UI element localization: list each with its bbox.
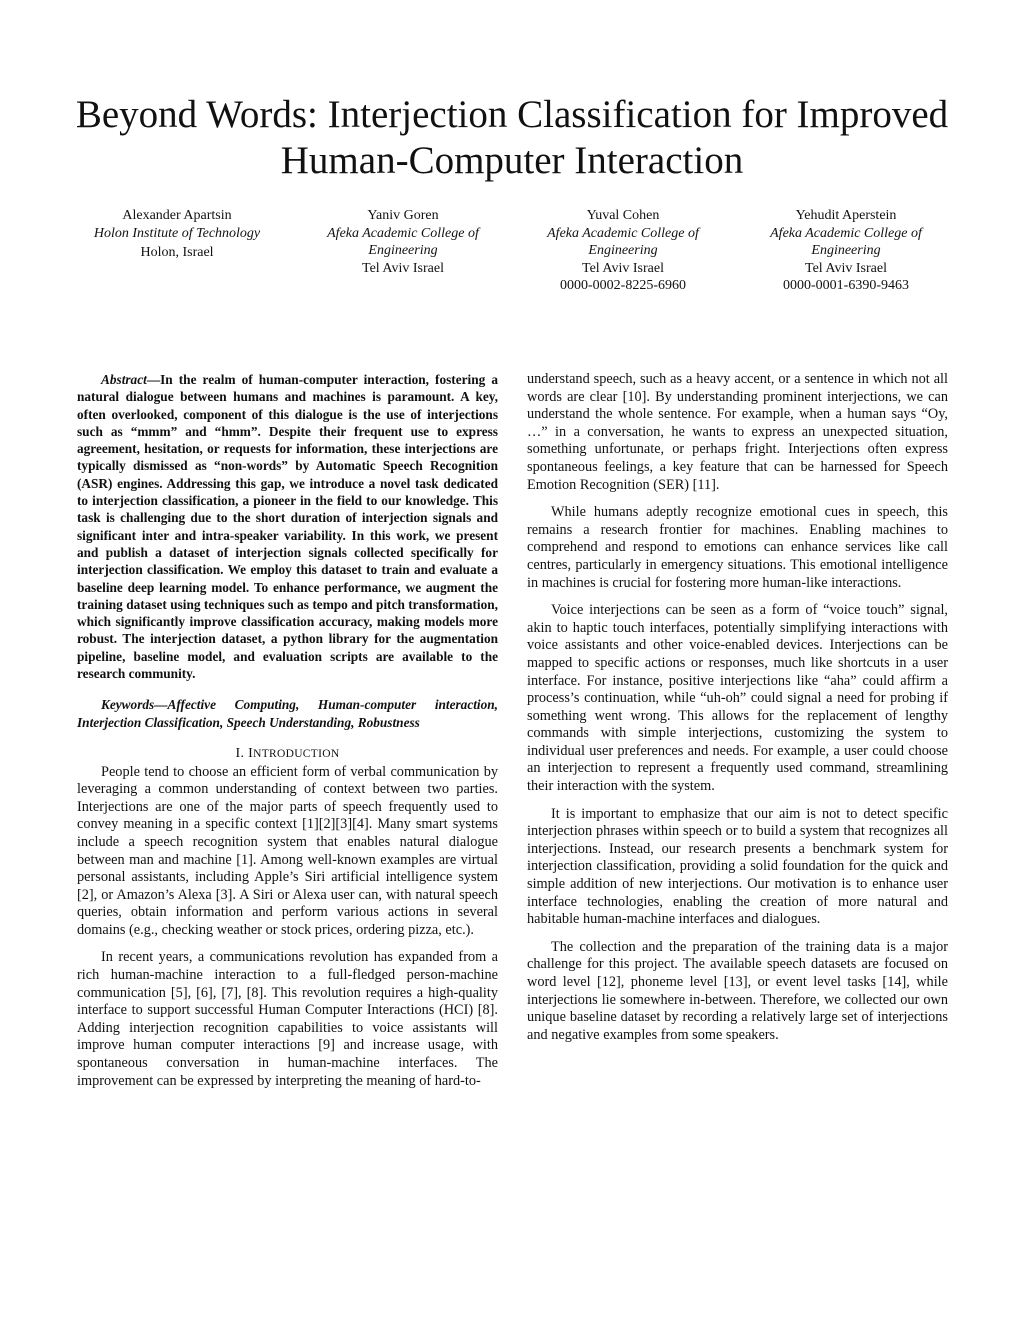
author-location: Tel Aviv Israel [362, 260, 444, 276]
author-name: Alexander Apartsin [122, 208, 232, 223]
author-affiliation: Afeka Academic College of [547, 225, 699, 241]
body-paragraph: The collection and the preparation of the training data is a major challenge for this project. The available speech datasets are focused on word level [12], phoneme level [13], or event level tasks [14], while interjections lie somewhere in-between. Therefore, we collected our own unique baseline dataset by recording a relatively large set of interjections and negative examples from some speakers. [527, 938, 948, 1043]
abstract-text: —In the realm of human-computer interaction, fostering a natural dialogue between humans and machines is paramount. A key, often overlooked, component of this dialogue is the use of interjections such as “mmm” and “hmm”. Despite their frequent use to express agreement, hesitation, or requests for information, these interjections are typically dismissed as “non-words” by Automatic Speech Recognition (ASR) engines. Addressing this gap, we introduce a novel task dedicated to interjection classification, a pioneer in the field to our knowledge. This task is challenging due to the short duration of interjection signals and significant inter and intra-speaker variability. In this work, we present and publish a dataset of interjection signals collected specifically for interjection classification. We employ this dataset to train and evaluate a baseline deep learning model. To enhance performance, we augment the training dataset using techniques such as tempo and pitch transformation, which significantly improve classification accuracy, making models more robust. The interjection dataset, a python library for the augmentation pipeline, baseline model, and evaluation scripts are available to the research community. [77, 372, 498, 682]
author-4 [731, 207, 961, 295]
body-paragraph: People tend to choose an efficient form of verbal communication by leveraging a common understanding of context between two parties. Interjections are one of the major parts of speech frequently used to convey meaning in a specific context [1][2][3][4]. Many smart systems include a speech recognition system that enables natural dialogue between man and machine [1]. Among well-known examples are virtual personal assistants, including Apple’s Siri artificial intelligence system [2], or Amazon’s Alexa [3]. A Siri or Alexa user can, with natural speech queries, obtain information and perform various actions in several domains (e.g., checking weather or stock prices, ordering pizza, etc.). [77, 763, 498, 938]
author-location: Tel Aviv Israel [582, 260, 664, 276]
author-block [0, 207, 1024, 297]
left-column [77, 371, 498, 1090]
body-paragraph: While humans adeptly recognize emotional cues in speech, this remains a research frontier for machines. Enabling machines to comprehend and respond to emotions can enhance services like call centres, particularly in emergency situations. This emotional intelligence in machines is crucial for fostering more human-like interactions. [527, 504, 948, 591]
author-name: Yaniv Goren [367, 208, 439, 223]
author-affiliation: Afeka Academic College of [327, 225, 479, 241]
body-paragraph: Voice interjections can be seen as a form of “voice touch” signal, akin to haptic touch interfaces, potentially simplifying interactions with voice assistants and other voice-enabled devices. Interjections can be mapped to specific actions or responses, much like shortcuts in a user interface. For instance, positive interjections like “aha” could affirm a process’s continuation, while “uh-oh” could signal a need for probing if something went wrong. This allows for the replacement of lengthy commands with simple interjections, customizing the system to individual user preferences and needs. For example, a user could choose an interjection to represent a frequently used command, streamlining their interaction with the system. [527, 602, 948, 795]
author-name: Yehudit Aperstein [795, 208, 897, 223]
author-affiliation-cont: Engineering [588, 243, 658, 258]
section-title-rest: NTRODUCTION [253, 747, 340, 760]
author-name: Yuval Cohen [586, 208, 660, 223]
author-affiliation-cont: Engineering [811, 243, 881, 258]
body-paragraph: In recent years, a communications revolution has expanded from a rich human-machine interaction to a full-fledged person-machine communication [5], [6], [7], [8]. This revolution requires a high-quality interface to support successful Human Computer Interactions (HCI) [8]. Adding interjection recognition capabilities to voice assistants will improve human computer interactions [9] and increase usage, with spontaneous conversation in human-machine interfaces. The improvement can be expressed by interpreting the meaning of hard-to- [77, 949, 498, 1089]
author-location: Tel Aviv Israel [805, 260, 887, 276]
author-affiliation-cont: Engineering [368, 243, 438, 258]
keywords: Keywords—Affective Computing, Human-computer interaction, Interjection Classification, Speech Understanding, Robustness [77, 697, 498, 730]
section-heading-introduction [77, 745, 498, 764]
author-affiliation: Afeka Academic College of [770, 225, 922, 241]
abstract-lead: Abstract [101, 372, 147, 387]
author-orcid: 0000-0001-6390-9463 [783, 278, 909, 293]
author-location: Holon, Israel [140, 245, 214, 260]
author-2 [288, 207, 518, 277]
section-title-initial: I [248, 745, 254, 761]
author-orcid: 0000-0002-8225-6960 [560, 278, 686, 293]
body-paragraph: It is important to emphasize that our aim is not to detect specific interjection phrases within speech or to build a system that recognizes all interjections. Instead, our research presents a benchmark system for interjection classification, providing a solid foundation for the quick and simple addition of new interjections. Our motivation is to enhance user interface technologies, enabling the creation of more natural and habitable human-machine interfaces and dialogues. [527, 805, 948, 928]
body-paragraph: understand speech, such as a heavy accent, or a sentence in which not all words are clear [10]. By understanding prominent interjections, we can understand the whole sentence. For example, when a human says “Oy, …” in a conversation, he wants to express an unexpected situation, something unfortunate, or perhaps fright. Interjections often express spontaneous feelings, a key feature that can be harnessed for Speech Emotion Recognition (SER) [11]. [527, 371, 948, 493]
abstract [77, 371, 498, 682]
section-numeral: I. [235, 745, 245, 761]
paper-title: Beyond Words: Interjection Classification for Improved Human-Computer Interaction [75, 93, 949, 182]
right-column [527, 371, 948, 1044]
author-3 [508, 207, 738, 295]
author-affiliation: Holon Institute of Technology [93, 225, 261, 241]
author-1 [62, 207, 292, 262]
